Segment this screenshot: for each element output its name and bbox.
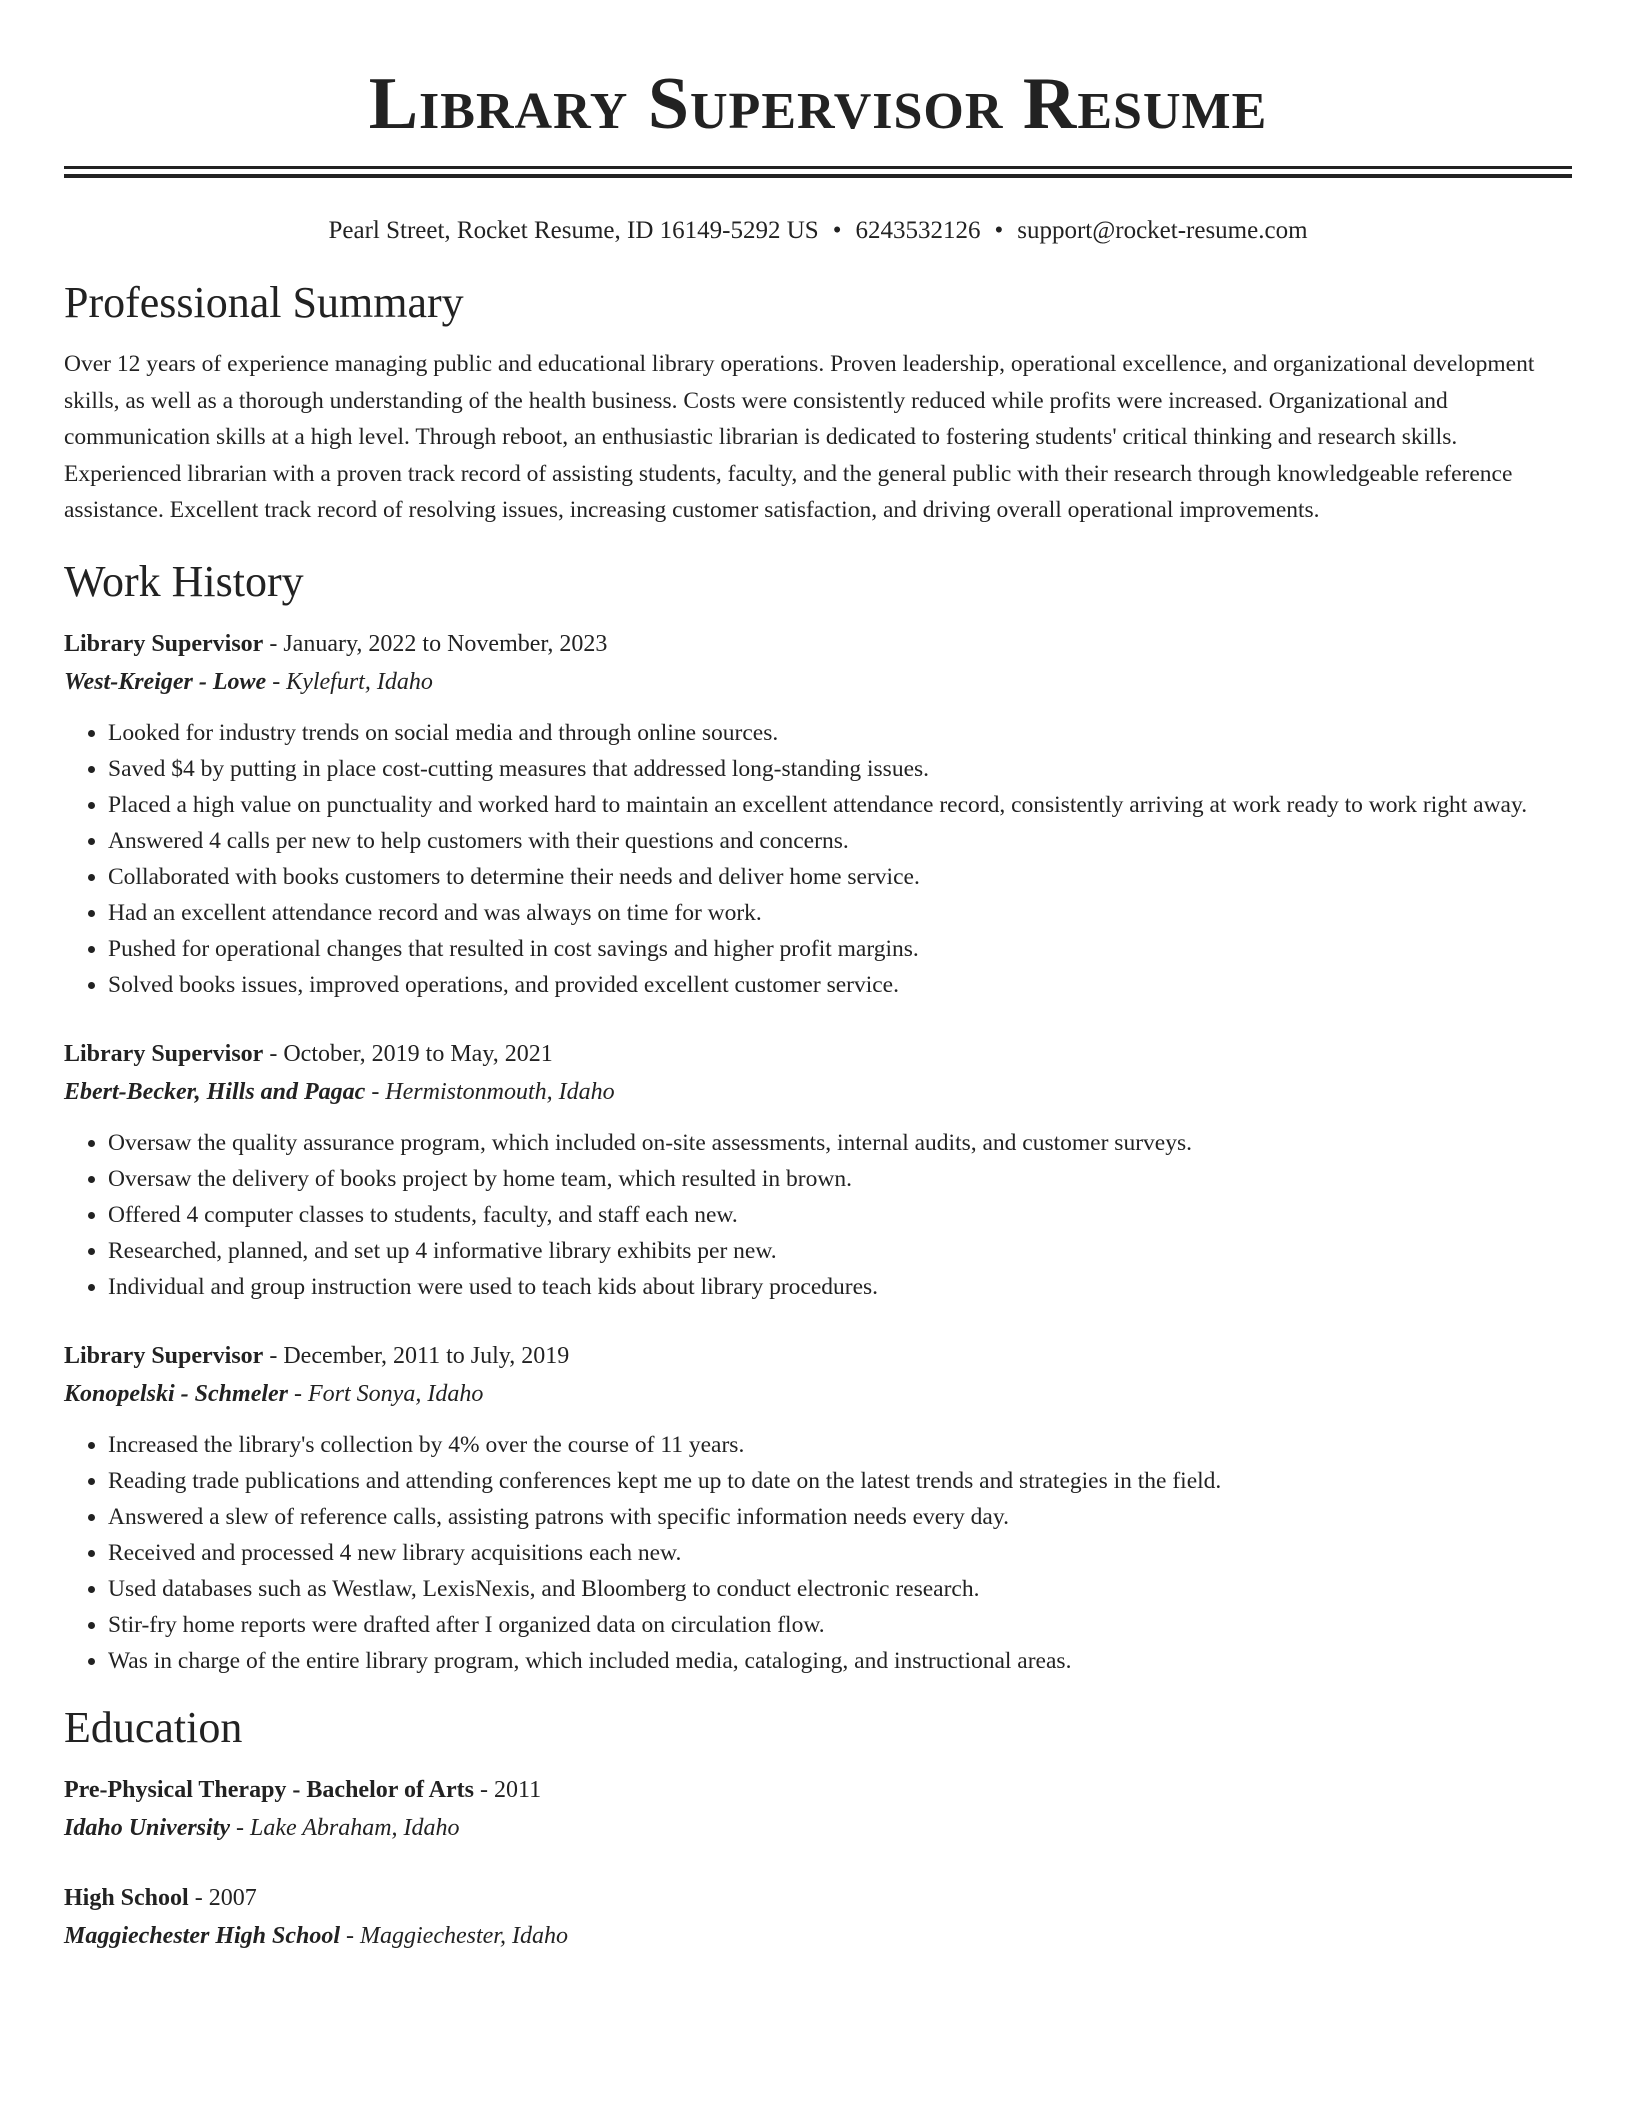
job-location: - Kylefurt, Idaho [266, 668, 433, 695]
education-school: Maggiechester High School [64, 1922, 341, 1949]
job-bullet: • Stir-fry home reports were drafted after I organized data on circulation flow. [108, 1607, 1572, 1643]
contact-line [64, 214, 1572, 248]
education-year: - 2011 [473, 1776, 542, 1803]
job-bullet: • Had an excellent attendance record and was always on time for work. [108, 895, 1572, 931]
education-location: - Maggiechester, Idaho [340, 1922, 568, 1949]
education-entry [64, 1771, 1572, 1847]
job-employer [64, 1375, 1572, 1413]
summary-text: Over 12 years of experience managing public and educational library operations. Proven leadership, operational excellence, and organizational development skills, as well as a thorough understanding of the health business. Costs were consistently reduced while profits were increased. Organizational and communication skills at a high level. Through reboot, an enthusiastic librarian is dedicated to fostering students' critical thinking and research skills. Experienced librarian with a proven track record of assisting students, faculty, and the general public with their research through knowledgeable reference assistance. Excellent track record of resolving issues, increasing customer satisfaction, and driving overall operational improvements. [64, 351, 1535, 523]
education-entry [64, 1879, 1572, 1955]
job-bullets [64, 1427, 1572, 1679]
job-bullet: • Received and processed 4 new library acquisitions each new. [108, 1535, 1572, 1571]
job-bullet: • Placed a high value on punctuality and worked hard to maintain an excellent attendance record, consistently arriving at work ready to work right away. [108, 787, 1572, 823]
job-header [64, 1337, 1572, 1375]
education-location: - Lake Abraham, Idaho [230, 1814, 460, 1841]
job-bullet: • Collaborated with books customers to determine their needs and deliver home service. [108, 859, 1572, 895]
job-bullet: • Answered 4 calls per new to help customers with their questions and concerns. [108, 823, 1572, 859]
job-bullet: • Researched, planned, and set up 4 informative library exhibits per new. [108, 1233, 1572, 1269]
job-company: Konopelski - Schmeler [64, 1380, 289, 1407]
resume-content [64, 0, 1572, 1955]
job-bullet: • Reading trade publications and attending conferences kept me up to date on the latest trends and strategies in the field. [108, 1463, 1572, 1499]
job-bullet: • Offered 4 computer classes to students, faculty, and staff each new. [108, 1197, 1572, 1233]
contact-separator: • [994, 217, 1004, 244]
job-dates: - January, 2022 to November, 2023 [263, 630, 608, 657]
job-bullet: • Saved $4 by putting in place cost-cutting measures that addressed long-standing issues. [108, 751, 1572, 787]
education-school: Idaho University [64, 1814, 231, 1841]
job-entry [64, 1337, 1572, 1679]
job-dates: - October, 2019 to May, 2021 [263, 1040, 553, 1067]
education-school-line [64, 1809, 1572, 1847]
job-bullet: • Used databases such as Westlaw, LexisNexis, and Bloomberg to conduct electronic research. [108, 1571, 1572, 1607]
contact-separator: • [832, 217, 842, 244]
job-bullet: • Individual and group instruction were used to teach kids about library procedures. [108, 1269, 1572, 1305]
job-role: Library Supervisor [64, 1040, 264, 1067]
job-bullet: • Oversaw the quality assurance program, which included on-site assessments, internal audits, and customer surveys. [108, 1125, 1572, 1161]
education-degree: Pre-Physical Therapy - Bachelor of Arts [64, 1776, 474, 1803]
job-entry [64, 1035, 1572, 1305]
job-bullet: • Pushed for operational changes that resulted in cost savings and higher profit margins. [108, 931, 1572, 967]
job-bullet: • Looked for industry trends on social media and through online sources. [108, 715, 1572, 751]
job-bullet: • Solved books issues, improved operations, and provided excellent customer service. [108, 967, 1572, 1003]
contact-email: support@rocket-resume.com [1017, 217, 1308, 244]
education-degree: High School [64, 1884, 189, 1911]
job-bullets [64, 715, 1572, 1003]
job-bullet: • Increased the library's collection by 4% over the course of 11 years. [108, 1427, 1572, 1463]
job-dates: - December, 2011 to July, 2019 [263, 1342, 570, 1369]
education-heading: Education [64, 1702, 243, 1752]
title-divider-bottom [64, 174, 1572, 178]
job-employer [64, 663, 1572, 701]
job-role: Library Supervisor [64, 1342, 264, 1369]
job-location: - Fort Sonya, Idaho [288, 1380, 484, 1407]
education-header [64, 1879, 1572, 1917]
job-employer [64, 1073, 1572, 1111]
job-bullet: • Oversaw the delivery of books project by home team, which resulted in brown. [108, 1161, 1572, 1197]
job-company: West-Kreiger - Lowe [64, 668, 267, 695]
job-header [64, 625, 1572, 663]
summary-heading: Professional Summary [64, 278, 464, 327]
resume-title: Library Supervisor Resume [368, 63, 1268, 145]
education-school-line [64, 1917, 1572, 1955]
work-history-heading: Work History [64, 556, 304, 606]
job-role: Library Supervisor [64, 630, 264, 657]
education-header [64, 1771, 1572, 1809]
education-year: - 2007 [188, 1884, 257, 1911]
job-company: Ebert-Becker, Hills and Pagac [64, 1078, 366, 1105]
job-bullet: • Was in charge of the entire library program, which included media, cataloging, and instructional areas. [108, 1643, 1572, 1679]
job-bullets [64, 1125, 1572, 1305]
contact-address: Pearl Street, Rocket Resume, ID 16149-5292 US [328, 217, 819, 244]
job-header [64, 1035, 1572, 1073]
job-location: - Hermistonmouth, Idaho [365, 1078, 615, 1105]
contact-phone: 6243532126 [855, 217, 981, 244]
job-bullet: • Answered a slew of reference calls, assisting patrons with specific information needs every day. [108, 1499, 1572, 1535]
title-divider-top [64, 166, 1572, 169]
job-entry [64, 625, 1572, 1003]
